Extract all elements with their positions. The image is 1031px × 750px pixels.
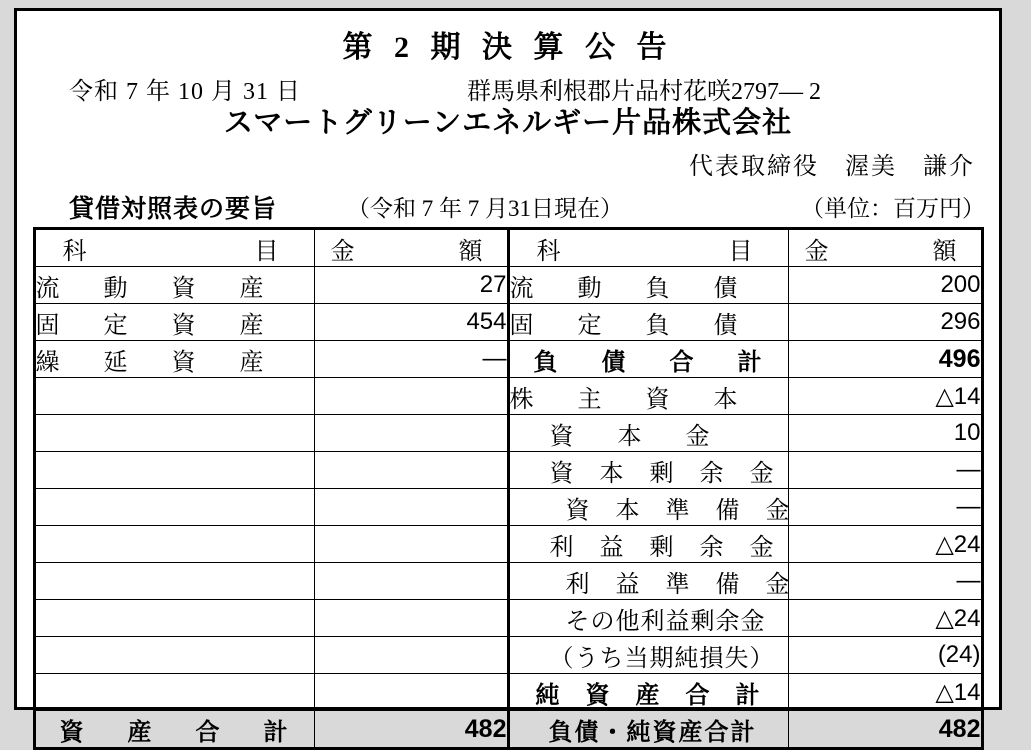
equity-item-value: △14 — [788, 378, 982, 415]
asset-blank-value — [314, 526, 508, 563]
table-row — [34, 415, 982, 452]
asset-blank-cell — [34, 378, 314, 415]
liabilities-equity-total-value: 482 — [788, 711, 982, 749]
equity-item-label: 株 主 資 本 — [508, 378, 788, 415]
equity-item-label: 資 本 剰 余 金 — [508, 452, 788, 489]
table-row — [34, 563, 982, 600]
equity-item-value: 10 — [788, 415, 982, 452]
asset-item-label: 固 定 資 産 — [34, 304, 314, 341]
table-row — [34, 452, 982, 489]
equity-item-label: 利 益 剰 余 金 — [508, 526, 788, 563]
net-assets-total-value: △14 — [788, 674, 982, 711]
asset-blank-cell — [34, 600, 314, 637]
asset-blank-value — [314, 452, 508, 489]
liability-item-value: 296 — [788, 304, 982, 341]
asset-item-label: 繰 延 資 産 — [34, 341, 314, 378]
liability-total-value: 496 — [788, 341, 982, 378]
header-item-left: 科 目 — [34, 229, 314, 267]
table-row — [34, 378, 982, 415]
equity-item-label: （うち当期純損失） — [508, 637, 788, 674]
asset-blank-value — [314, 637, 508, 674]
asset-item-value: 454 — [314, 304, 508, 341]
table-row — [34, 526, 982, 563]
asset-blank-cell — [34, 674, 314, 711]
table-row — [34, 637, 982, 674]
balance-sheet-table — [33, 227, 984, 750]
decision-notice-page — [14, 8, 1002, 746]
equity-item-label: 資 本 金 — [508, 415, 788, 452]
liability-total-label: 負 債 合 計 — [508, 341, 788, 378]
table-row — [34, 489, 982, 526]
publication-date: 令和 7 年 10 月 31 日 — [69, 79, 301, 105]
asset-blank-value — [314, 600, 508, 637]
balance-sheet-title: 貸借対照表の要旨 — [69, 196, 278, 224]
assets-total-label: 資 産 合 計 — [34, 711, 314, 749]
table-row — [34, 341, 982, 378]
balance-sheet-unit: （単位：百万円） — [801, 196, 985, 222]
liability-item-value: 200 — [788, 267, 982, 304]
equity-item-value: (24) — [788, 637, 982, 674]
equity-item-value: △24 — [788, 600, 982, 637]
equity-item-value: — — [788, 452, 982, 489]
representative: 代表取締役 渥美 謙介 — [689, 154, 975, 181]
header-amount-right: 金 額 — [788, 229, 982, 267]
equity-item-value: △24 — [788, 526, 982, 563]
asset-item-value: — — [314, 341, 508, 378]
net-assets-total-label: 純 資 産 合 計 — [508, 674, 788, 711]
asset-blank-cell — [34, 526, 314, 563]
company-address: 群馬県利根郡片品村花咲2797— 2 — [467, 79, 821, 105]
header-amount-left: 金 額 — [314, 229, 508, 267]
asset-blank-value — [314, 378, 508, 415]
table-row — [34, 267, 982, 304]
asset-blank-value — [314, 415, 508, 452]
equity-item-label: その他利益剰余金 — [508, 600, 788, 637]
asset-item-value: 27 — [314, 267, 508, 304]
asset-blank-value — [314, 563, 508, 600]
equity-item-value: — — [788, 563, 982, 600]
asset-blank-cell — [34, 563, 314, 600]
liability-item-label: 固 定 負 債 — [508, 304, 788, 341]
table-header-row — [34, 229, 982, 267]
company-name: スマートグリーンエネルギー片品株式会社 — [223, 107, 793, 139]
page-title: 第 2 期 決 算 公 告 — [342, 31, 674, 64]
equity-item-value: — — [788, 489, 982, 526]
table-row — [34, 600, 982, 637]
table-row — [34, 674, 982, 711]
asset-blank-value — [314, 489, 508, 526]
table-row — [34, 304, 982, 341]
table-total-row — [34, 711, 982, 749]
date-address-row — [17, 71, 999, 103]
asset-blank-cell — [34, 452, 314, 489]
asset-blank-cell — [34, 489, 314, 526]
liabilities-equity-total-label: 負債・純資産合計 — [508, 711, 788, 749]
equity-item-label: 資 本 準 備 金 — [508, 489, 788, 526]
assets-total-value: 482 — [314, 711, 508, 749]
balance-sheet-asof: （令和 7 年 7 月31日現在） — [347, 196, 623, 222]
equity-item-label: 利 益 準 備 金 — [508, 563, 788, 600]
asset-blank-value — [314, 674, 508, 711]
asset-item-label: 流 動 資 産 — [34, 267, 314, 304]
asset-blank-cell — [34, 637, 314, 674]
header-item-right: 科 目 — [508, 229, 788, 267]
liability-item-label: 流 動 負 債 — [508, 267, 788, 304]
asset-blank-cell — [34, 415, 314, 452]
balance-sheet-heading-row — [17, 189, 999, 223]
